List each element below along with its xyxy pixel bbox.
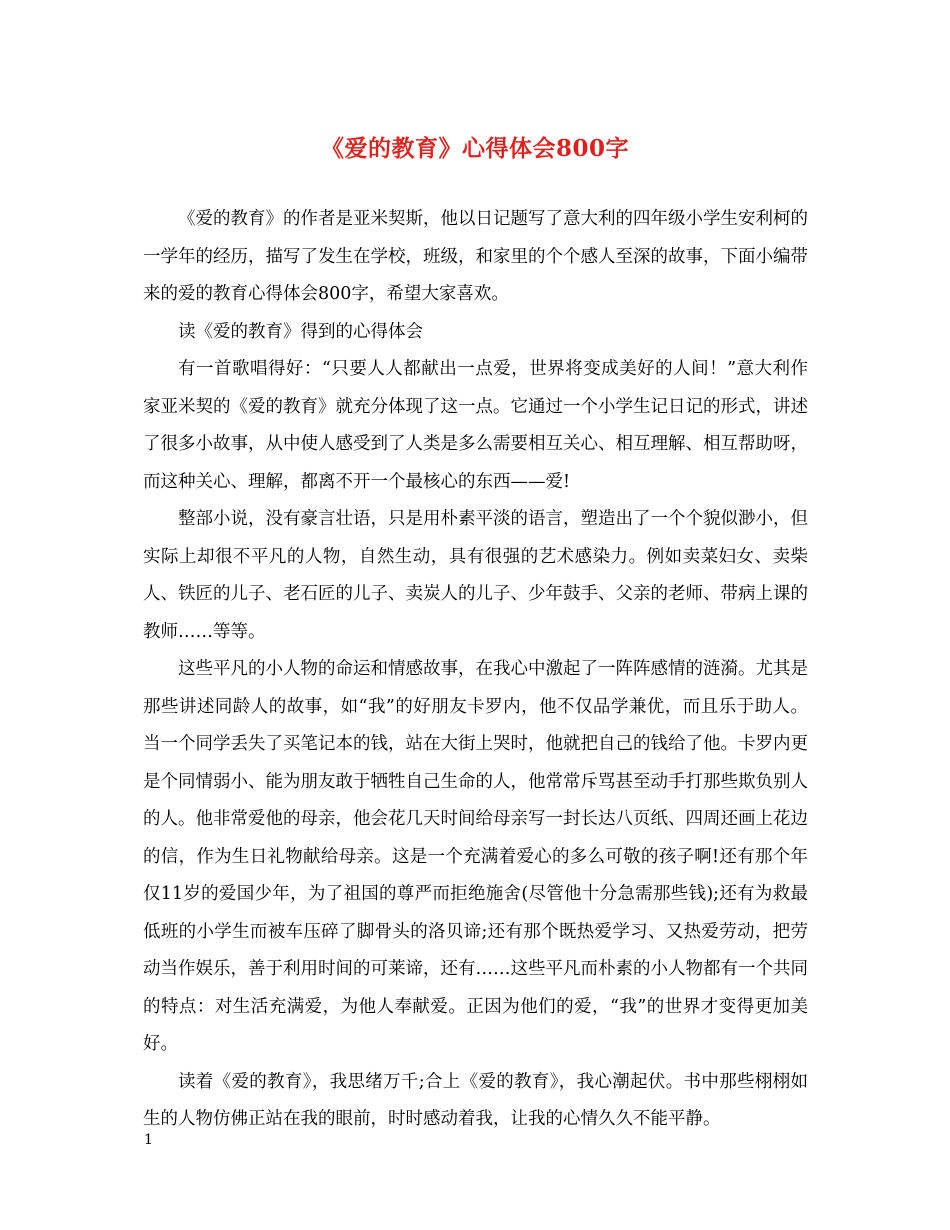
document-title: 《爱的教育》心得体会800字 — [320, 135, 629, 162]
paragraph-subheading: 读《爱的教育》得到的心得体会 — [178, 321, 423, 342]
paragraph: 有一首歌唱得好：“只要人人都献出一点爱，世界将变成美好的人间！”意大利作家亚米契的《爱的教育》就充分体现了这一点。它通过一个小学生记日记的形式，讲述了很多小故事，从中使人感受到了人类是多么需要相互关心、相互理解、相互帮助呀，而这种关心、理解，都离不开一个最核心的东西——爱! — [143, 359, 808, 492]
paragraph-intro: 《爱的教育》的作者是亚米契斯，他以日记题写了意大利的四年级小学生安利柯的一学年的经历，描写了发生在学校，班级，和家里的个个感人至深的故事，下面小编带来的爱的教育心得体会800字，希望大家喜欢。 — [143, 209, 808, 304]
page-number: 1 — [144, 1132, 153, 1148]
paragraph: 整部小说，没有豪言壮语，只是用朴素平淡的语言，塑造出了一个个貌似渺小，但实际上却很不平凡的人物，自然生动，具有很强的艺术感染力。例如卖菜妇女、卖柴人、铁匠的儿子、老石匠的儿子、卖炭人的儿子、少年鼓手、父亲的老师、带病上课的教师……等等。 — [143, 509, 808, 642]
paragraph: 这些平凡的小人物的命运和情感故事，在我心中激起了一阵阵感情的涟漪。尤其是那些讲述同龄人的故事，如“我”的好朋友卡罗内，他不仅品学兼优，而且乐于助人。当一个同学丢失了买笔记本的钱，站在大街上哭时，他就把自己的钱给了他。卡罗内更是个同情弱小、能为朋友敢于牺牲自己生命的人，他常常斥骂甚至动手打那些欺负别人的人。他非常爱他的母亲，他会花几天时间给母亲写一封长达八页纸、四周还画上花边的信，作为生日礼物献给母亲。这是一个充满着爱心的多么可敬的孩子啊!还有那个年仅11岁的爱国少年，为了祖国的尊严而拒绝施舍(尽管他十分急需那些钱);还有为救最低班的小学生而被车压碎了脚骨头的洛贝谛;还有那个既热爱学习、又热爱劳动，把劳动当作娱乐，善于利用时间的可莱谛，还有……这些平凡而朴素的小人物都有一个共同的特点：对生活充满爱，为他人奉献爱。正因为他们的爱，“我”的世界才变得更加美好。 — [143, 659, 808, 1054]
document-body — [143, 201, 808, 1139]
paragraph: 读着《爱的教育》，我思绪万千;合上《爱的教育》，我心潮起伏。书中那些栩栩如生的人物仿佛正站在我的眼前，时时感动着我，让我的心情久久不能平静。 — [143, 1071, 808, 1129]
